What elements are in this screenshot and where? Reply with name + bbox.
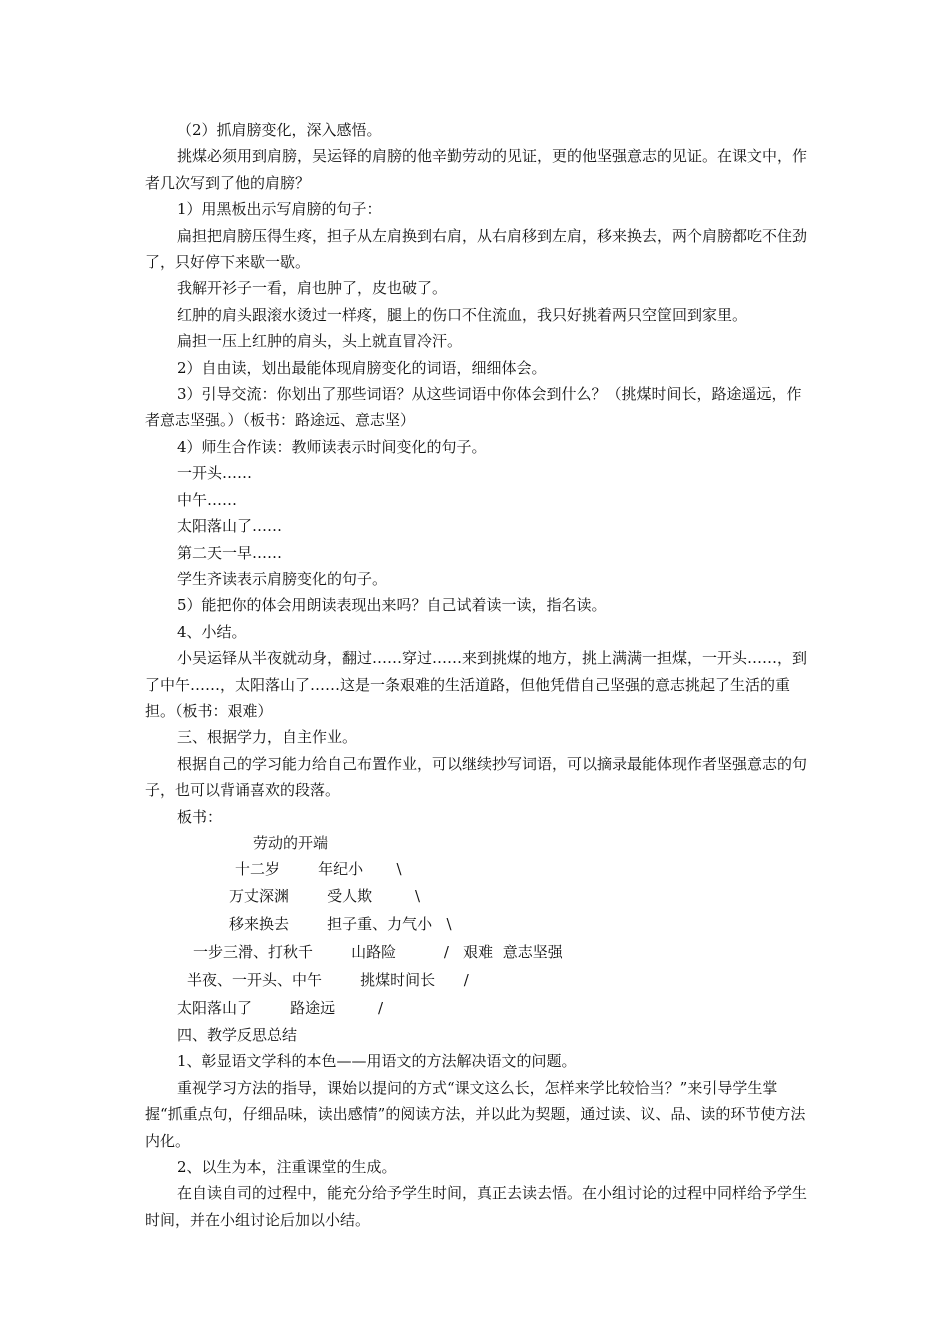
- paragraph: 一开头……: [177, 464, 253, 483]
- board-row: 十二岁 年纪小 \: [235, 859, 402, 878]
- paragraph: （2）抓肩膀变化，深入感悟。: [177, 121, 382, 139]
- paragraph: 我解开衫子一看，肩也肿了，皮也破了。: [177, 279, 448, 298]
- paragraph: 4）师生合作读：教师读表示时间变化的句子。: [177, 437, 487, 456]
- board-title: 劳动的开端: [253, 833, 329, 852]
- paragraph: 2）自由读，划出最能体现肩膀变化的词语，细细体会。: [177, 358, 547, 377]
- paragraph: 第二天一早……: [177, 543, 283, 562]
- document-body: [145, 117, 809, 1233]
- section-heading: 4、小结。: [177, 622, 247, 641]
- paragraph: 挑煤必须用到肩膀，吴运铎的肩膀的他辛勤劳动的见证，更的他坚强意志的见证。在课文中，作者几次写到了他的肩膀？: [145, 147, 808, 192]
- paragraph: 1）用黑板出示写肩膀的句子：: [177, 200, 382, 219]
- board-row: 移来换去 担子重、力气小 \: [229, 914, 452, 933]
- paragraph: 2、以生为本，注重课堂的生成。: [177, 1158, 397, 1176]
- paragraph: 学生齐读表示肩膀变化的句子。: [177, 569, 388, 588]
- board-row: 半夜、一开头、中午 挑煤时间长 /: [187, 970, 469, 989]
- paragraph: 1、彰显语文学科的本色——用语文的方法解决语文的问题。: [177, 1052, 577, 1071]
- paragraph: 太阳落山了……: [177, 517, 283, 536]
- board-row: 万丈深渊 受人欺 \: [229, 886, 421, 905]
- blackboard-outline: [145, 830, 809, 1022]
- section-heading: 四、教学反思总结: [177, 1025, 298, 1044]
- paragraph: 红肿的肩头跟滚水烫过一样疼，腿上的伤口不住流血，我只好挑着两只空筐回到家里。: [177, 305, 748, 324]
- board-row: 一步三滑、打秋千 山路险 / 艰难 意志坚强: [193, 942, 563, 961]
- paragraph: 3）引导交流：你划出了那些词语？从这些词语中你体会到什么？（挑煤时间长，路途遥远，作者意志坚强。）（板书：路途远、意志坚）: [145, 385, 802, 430]
- paragraph: 根据自己的学习能力给自己布置作业，可以继续抄写词语，可以摘录最能体现作者坚强意志的句子，也可以背诵喜欢的段落。: [145, 754, 808, 800]
- paragraph: 在自读自司的过程中，能充分给予学生时间，真正去读去悟。在小组讨论的过程中同样给予学生时间，并在小组讨论后加以小结。: [145, 1184, 808, 1229]
- paragraph: 扁担一压上红肿的肩头，头上就直冒冷汗。: [177, 332, 463, 351]
- board-row: 太阳落山了 路途远 /: [177, 998, 384, 1017]
- paragraph: 扁担把肩膀压得生疼，担子从左肩换到右肩，从右肩移到左肩，移来换去，两个肩膀都吃不住劲了，只好停下来歇一歇。: [145, 226, 808, 272]
- paragraph: 5）能把你的体会用朗读表现出来吗？自己试着读一读，指名读。: [177, 596, 607, 615]
- paragraph: 中午……: [177, 490, 238, 509]
- board-label: 板书：: [177, 807, 223, 826]
- paragraph: 小吴运铎从半夜就动身，翻过……穿过……来到挑煤的地方，挑上满满一担煤，一开头……，到了中午……，太阳落山了……这是一条艰难的生活道路，但他凭借自己坚强的意志挑起了生活的重担。（板书：艰难）: [145, 649, 808, 720]
- section-heading: 三、根据学力，自主作业。: [177, 728, 358, 747]
- paragraph: 重视学习方法的指导，课始以提问的方式“课文这么长，怎样来学比较恰当？”来引导学生掌握“抓重点句，仔细品味，读出感情”的阅读方法，并以此为契题，通过读、议、品、读的环节使方法内化。: [145, 1078, 806, 1150]
